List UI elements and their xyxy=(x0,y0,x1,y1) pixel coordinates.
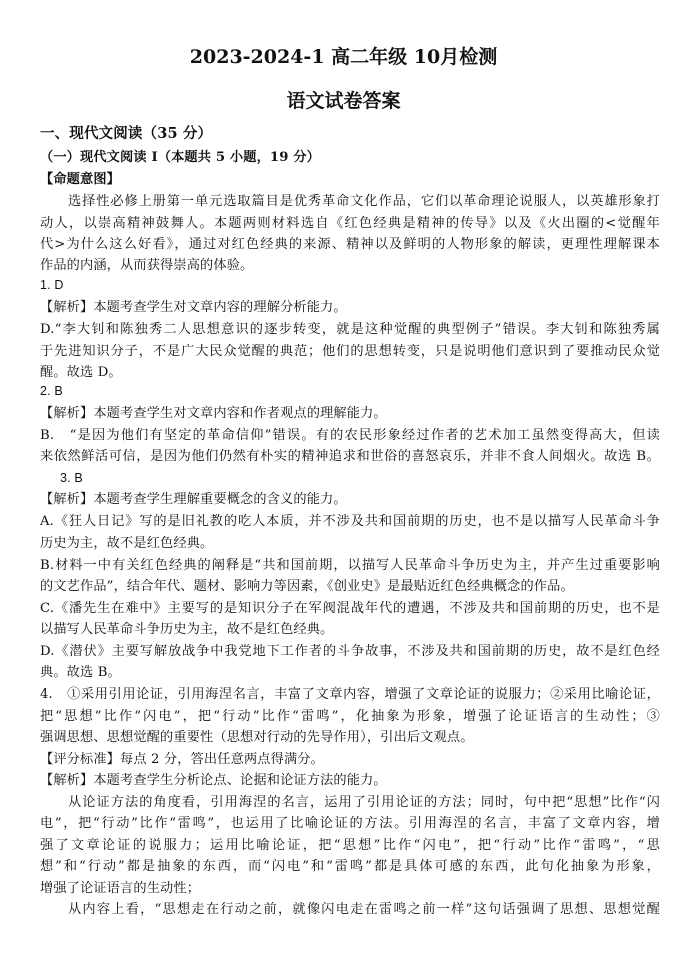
q1-answer: 1. D xyxy=(40,278,64,292)
sub-heading: （一）现代文阅读 I（本题共 5 小题，19 分） xyxy=(40,150,320,165)
q3-line: D.《潜伏》主要写解放战争中我党地下工作者的斗争故事，不涉及共和国前期的历史，故不是红色经 xyxy=(40,644,660,659)
q1-line: 醒。故选 D。 xyxy=(40,365,122,380)
q1-line: D.“李大钊和陈独秀二人思想意识的逐步转变，就是这种觉醒的典型例子”错误。李大钊和陈独秀属 xyxy=(40,322,660,337)
q4-para1-line: 从论证方法的角度看，引用海涅的名言，运用了引用论证的方法；同时，句中把“思想”比作“闪 xyxy=(68,795,660,810)
q2-analysis: 【解析】本题考查学生对文章内容和作者观点的理解能力。 xyxy=(40,406,387,421)
q4-para2-line: 从内容上看，“思想走在行动之前，就像闪电走在雷鸣之前一样”这句话强调了思想、思想觉醒 xyxy=(68,902,660,917)
q4-para1-line: 想”和“行动”都是抽象的东西，而“闪电”和“雷鸣”都是具体可感的东西，此句化抽象为形象， xyxy=(40,859,660,874)
q3-line: A.《狂人日记》写的是旧礼教的吃人本质，并不涉及共和国前期的历史，也不是以描写人民革命斗争 xyxy=(40,514,660,529)
page-subtitle: 语文试卷答案 xyxy=(286,90,401,112)
q2-line: B. “是因为他们有坚定的革命信仰”错误。有的农民形象经过作者的艺术加工虽然变得高大，但读 xyxy=(40,428,660,443)
q2-line: 来依然鲜活可信，是因为他们仍然有朴实的精神追求和世俗的喜怒哀乐，并非不食人间烟火。故选 B。 xyxy=(40,449,660,464)
intent-line: 代>为什么这么好看》，通过对红色经典的来源、精神以及鲜明的人物形象的解读，更理性理解课本 xyxy=(40,237,660,252)
q4-para1-line: 增强了论证语言的生动性； xyxy=(40,881,201,896)
q3-analysis: 【解析】本题考查学生理解重要概念的含义的能力。 xyxy=(40,492,347,507)
q4-line: 强调思想、思想觉醒的重要性（思想对行动的先导作用），引出后文观点。 xyxy=(40,730,474,745)
intent-label: 【命题意图】 xyxy=(40,172,121,187)
q3-line: B.材料一中有关红色经典的阐释是“共和国前期，以描写人民革命斗争历史为主，并产生过重要影响 xyxy=(40,558,660,573)
q3-line: C.《潘先生在难中》主要写的是知识分子在军阀混战年代的遭遇，不涉及共和国前期的历史，也不是 xyxy=(40,601,660,616)
q1-analysis: 【解析】本题考查学生对文章内容的理解分析能力。 xyxy=(40,300,347,315)
q4-line: 把“思想”比作“闪电”，把“行动”比作“雷鸣”，化抽象为形象，增强了论证语言的生动性；③ xyxy=(40,709,660,724)
q4-scoring: 【评分标准】每点 2 分，答出任意两点得满分。 xyxy=(40,752,324,767)
q3-answer: 3. B xyxy=(60,471,83,485)
q3-line: 以描写人民革命斗争历史为主，故不是红色经典。 xyxy=(40,622,334,637)
intent-line: 动人，以崇高精神鼓舞人。本题两则材料选自《红色经典是精神的传导》以及《火出圈的<觉醒年 xyxy=(40,216,660,231)
q3-line: 历史为主，故不是红色经典。 xyxy=(40,536,214,551)
q2-answer: 2. B xyxy=(40,384,63,398)
page-title: 2023-2024-1 高二年级 10月检测 xyxy=(189,46,498,68)
q3-line: 的文艺作品”，结合年代、题材、影响力等因素，《创业史》是最贴近红色经典概念的作品。 xyxy=(40,579,574,594)
q4-para1-line: 电”，把“行动”比作“雷鸣”，也运用了比喻论证的方法。引用海涅的名言，丰富了文章内容，增 xyxy=(40,816,660,831)
q1-line: 于先进知识分子，不是广大民众觉醒的典范；他们的思想转变，只是说明他们意识到了要推动民众觉 xyxy=(40,344,660,359)
intent-line: 选择性必修上册第一单元选取篇目是优秀革命文化作品，它们以革命理论说服人，以英雄形象打 xyxy=(68,194,660,209)
intent-line: 作品的内涵，从而获得崇高的体验。 xyxy=(40,258,254,273)
q4-line: 4. ①采用引用论证，引用海涅名言，丰富了文章内容，增强了文章论证的说服力；②采用比喻论证， xyxy=(40,687,660,702)
q3-line: 典。故选 B。 xyxy=(40,665,121,680)
q4-para1-line: 强了文章论证的说服力；运用比喻论证，把“思想”比作“闪电”，把“行动”比作“雷鸣”，“思 xyxy=(40,838,660,853)
q4-analysis: 【解析】本题考查学生分析论点、论据和论证方法的能力。 xyxy=(40,773,387,788)
section-heading: 一、现代文阅读（35 分） xyxy=(40,125,213,142)
